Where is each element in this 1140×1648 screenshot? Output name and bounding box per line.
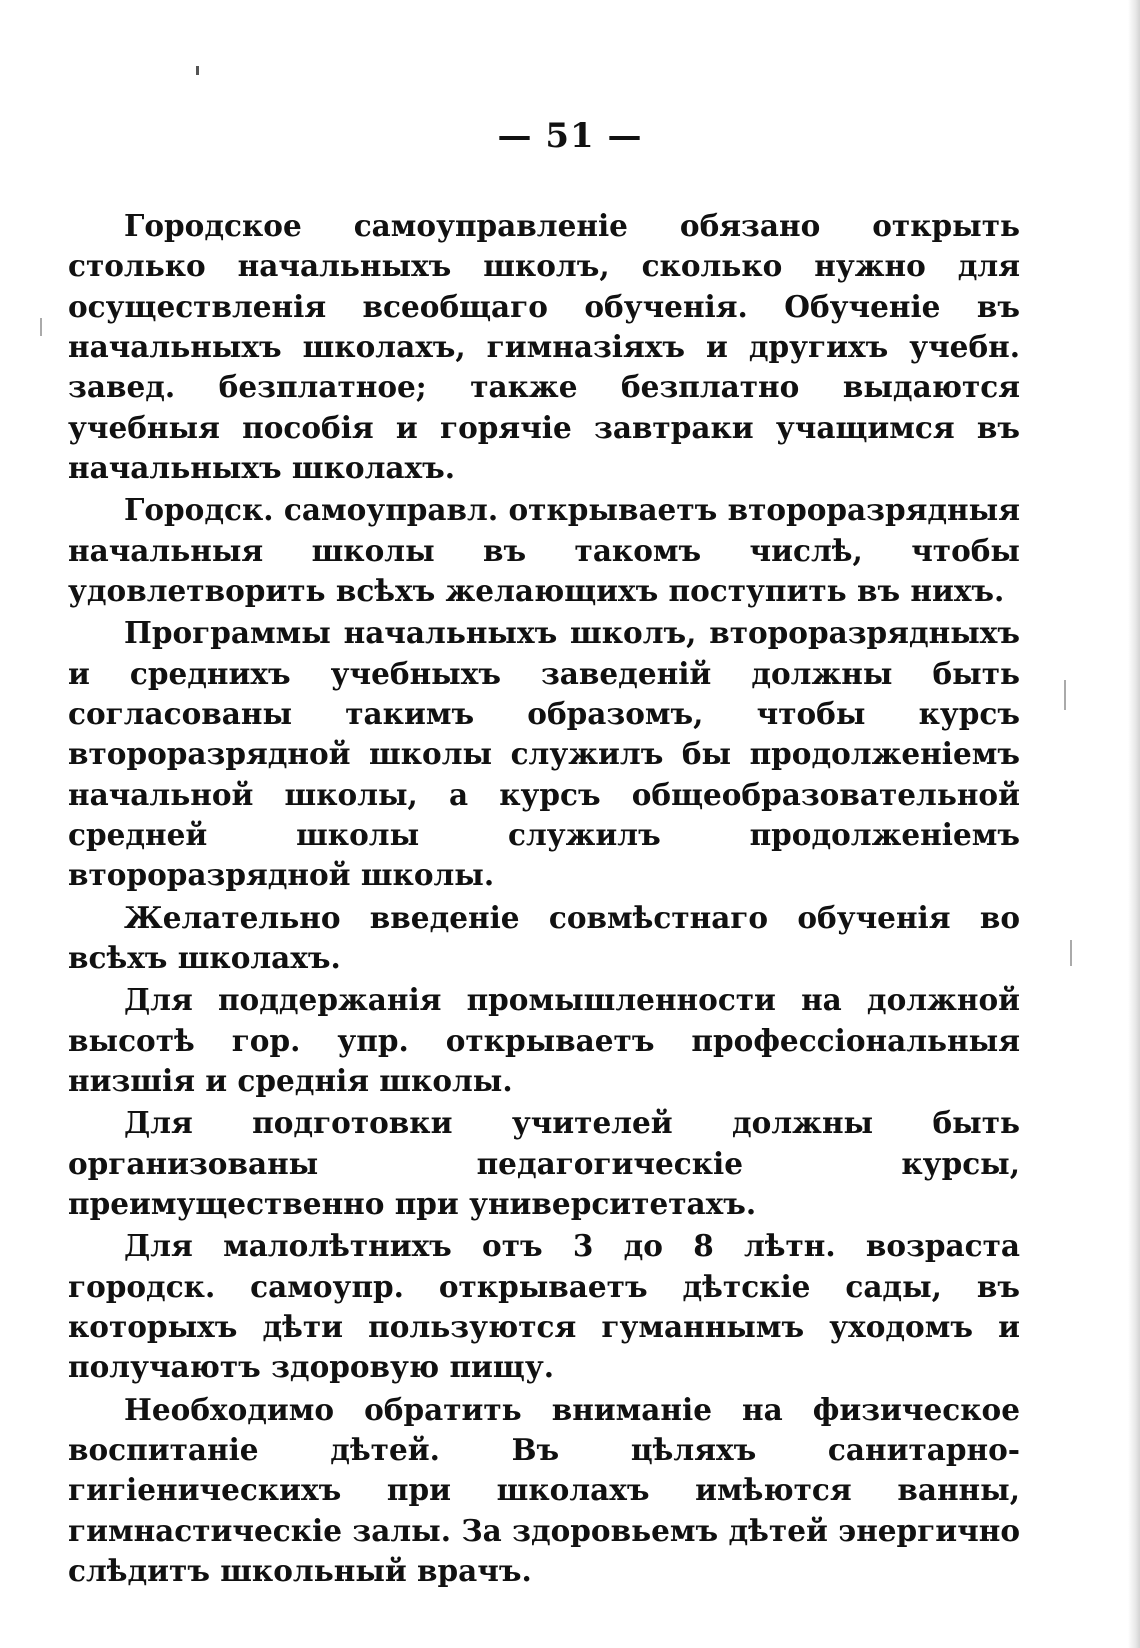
print-speck	[40, 318, 42, 336]
page-number: — 51 —	[497, 116, 643, 156]
print-speck	[1070, 940, 1072, 966]
page-edge-shadow	[1128, 0, 1140, 1648]
text-body	[68, 206, 1020, 1593]
paragraph: Желательно введеніе совмѣстнаго обученія во всѣхъ школахъ.	[68, 899, 1020, 975]
paragraph: Городское самоуправленіе обязано открыть столько начальныхъ школъ, сколько нужно для осуществленія всеобщаго обученія. Обученіе въ начальныхъ школахъ, гимназіяхъ и другихъ учебн. завед. безплатное; также безплатно выдаются учебныя пособія и горячіе завтраки учащимся въ начальныхъ школахъ.	[68, 208, 1020, 485]
paragraph: Для поддержанія промышленности на должной высотѣ гор. упр. открываетъ профессіональныя низшія и среднія школы.	[68, 982, 1020, 1098]
paragraph: Для малолѣтнихъ отъ 3 до 8 лѣтн. возраста городск. самоупр. открываетъ дѣтскіе сады, въ которыхъ дѣти пользуются гуманнымъ уходомъ и получаютъ здоровую пищу.	[68, 1228, 1020, 1385]
paragraph: Необходимо обратить вниманіе на физическое воспитаніе дѣтей. Въ цѣляхъ санитарно-гигіеническихъ при школахъ имѣются ванны, гимнастическіе залы. За здоровьемъ дѣтей энергично слѣдитъ школьный врачъ.	[68, 1391, 1020, 1588]
paragraph: Программы начальныхъ школъ, второразрядныхъ и среднихъ учебныхъ заведеній должны быть согласованы такимъ образомъ, чтобы курсъ второразрядной школы служилъ бы продолженіемъ начальной школы, а курсъ общеобразовательной средней школы служилъ продолженіемъ второразрядной школы.	[68, 615, 1020, 893]
print-speck	[1064, 680, 1066, 710]
paragraph: Городск. самоуправл. открываетъ второразрядныя начальныя школы въ такомъ числѣ, чтобы удовлетворить всѣхъ желающихъ поступить въ нихъ.	[68, 492, 1020, 608]
print-speck	[196, 66, 199, 75]
paragraph: Для подготовки учителей должны быть организованы педагогическіе курсы, преимущественно при университетахъ.	[68, 1105, 1020, 1221]
